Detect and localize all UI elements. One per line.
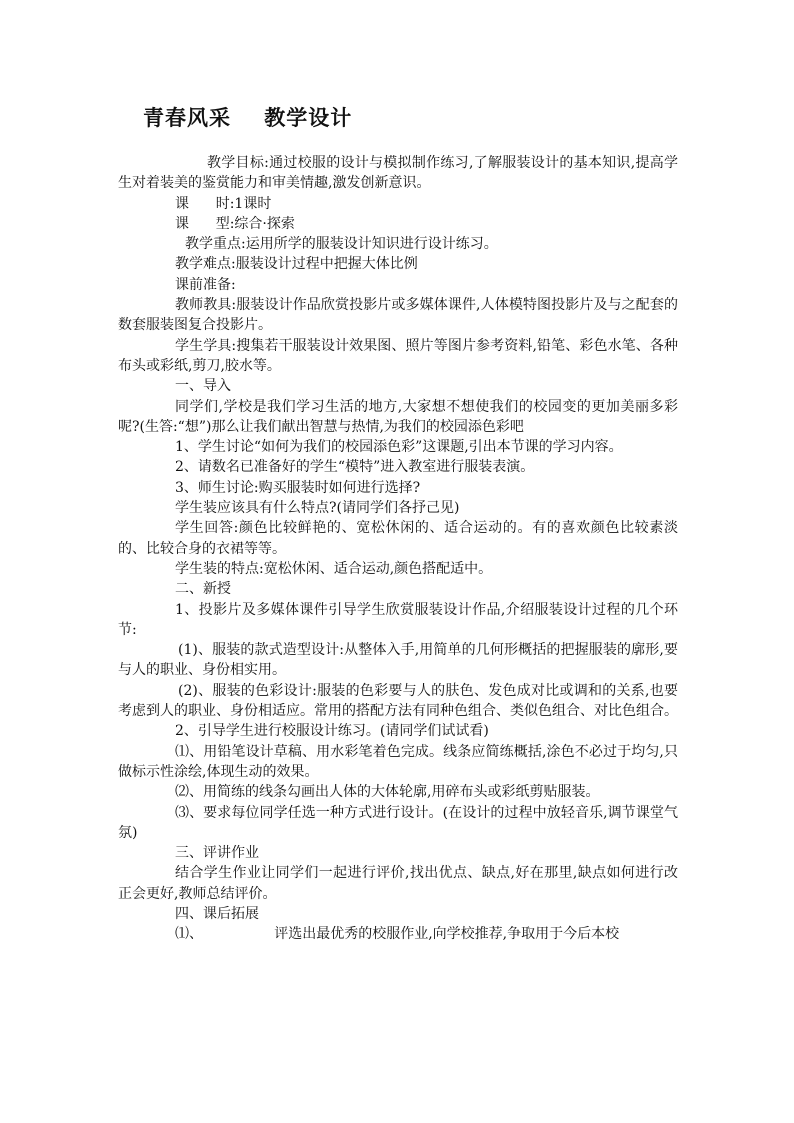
student-tools-paragraph: 学生学具:搜集若干服装设计效果图、照片等图片参考资料,铅笔、彩色水笔、各种布头或彩纸,剪刀,胶水等。 — [118, 337, 678, 374]
intro-step-1: 1、学生讨论“如何为我们的校园添色彩”这课题,引出本节课的学习内容。 — [175, 439, 623, 456]
document-body — [118, 153, 678, 945]
new-lesson-step-2a: ⑴、用铅笔设计草稿、用水彩笔着色完成。线条应简练概括,涂色不必过于均匀,只做标示性涂绘,体现生动的效果。 — [118, 743, 678, 780]
section-heading-intro: 一、导入 — [175, 378, 231, 395]
new-lesson-step-1: 1、投影片及多媒体课件引导学生欣赏服装设计作品,介绍服装设计过程的几个环节: — [118, 601, 678, 638]
new-lesson-step-1b: (2)、服装的色彩设计:服装的色彩要与人的肤色、发色成对比或调和的关系,也要考虑到人的职业、身份相适应。常用的搭配方法有同种色组合、类似色组合、对比色组合。 — [118, 682, 678, 720]
review-paragraph: 结合学生作业让同学们一起进行评价,找出优点、缺点,好在那里,缺点如何进行改正会更好,教师总结评价。 — [118, 865, 678, 902]
new-lesson-step-2: 2、引导学生进行校服设计练习。(请同学们试试看) — [175, 723, 489, 740]
teaching-goal-paragraph: 教学目标:通过校服的设计与模拟制作练习,了解服装设计的基本知识,提高学生对着装美的鉴赏能力和审美情趣,激发创新意识。 — [118, 155, 678, 192]
teacher-tools-paragraph: 教师教具:服装设计作品欣赏投影片或多媒体课件,人体模特图投影片及与之配套的数套服装图复合投影片。 — [118, 297, 678, 334]
page-title: 青春风采 教学设计 — [143, 105, 353, 130]
intro-step-3: 3、师生讨论:购买服装时如何进行选择? — [175, 479, 421, 496]
section-heading-extension: 四、课后拓展 — [175, 905, 259, 922]
new-lesson-step-2c: ⑶、要求每位同学任选一种方式进行设计。(在设计的过程中放轻音乐,调节课堂气氛) — [118, 804, 678, 841]
teaching-key-line: 教学重点:运用所学的服装设计知识进行设计练习。 — [185, 236, 498, 253]
class-type-line: 课 型:综合·探索 — [175, 215, 295, 232]
teaching-difficulty-line: 教学难点:服装设计过程中把握大体比例 — [175, 256, 418, 273]
extension-step-1: ⑴、 评选出最优秀的校服作业,向学校推荐,争取用于今后本校 — [175, 926, 620, 943]
new-lesson-step-1a: (1)、服装的款式造型设计:从整体入手,用简单的几何形概括的把握服装的廓形,要与人的职业、身份相实用。 — [118, 642, 678, 679]
intro-summary: 学生装的特点:宽松休闲、适合运动,颜色搭配适中。 — [175, 560, 493, 577]
section-heading-new-lesson: 二、新授 — [175, 581, 231, 598]
intro-question: 学生装应该具有什么特点?(请同学们各抒己见) — [175, 500, 460, 517]
intro-paragraph: 同学们,学校是我们学习生活的地方,大家想不想使我们的校园变的更加美丽多彩呢?(生答:“想”)那么让我们献出智慧与热情,为我们的校园添色彩吧 — [118, 398, 678, 435]
class-hours-line: 课 时:1课时 — [175, 195, 272, 212]
intro-student-answer: 学生回答:颜色比较鲜艳的、宽松休闲的、适合运动的。有的喜欢颜色比较素淡的、比较合身的衣裙等等。 — [118, 520, 678, 557]
new-lesson-step-2b: ⑵、用简练的线条勾画出人体的大体轮廓,用碎布头或彩纸剪贴服装。 — [175, 784, 600, 801]
intro-step-2: 2、请数名已准备好的学生“模特”进入教室进行服装表演。 — [175, 459, 535, 476]
section-heading-review: 三、评讲作业 — [175, 845, 259, 862]
preparation-heading: 课前准备: — [175, 276, 236, 293]
